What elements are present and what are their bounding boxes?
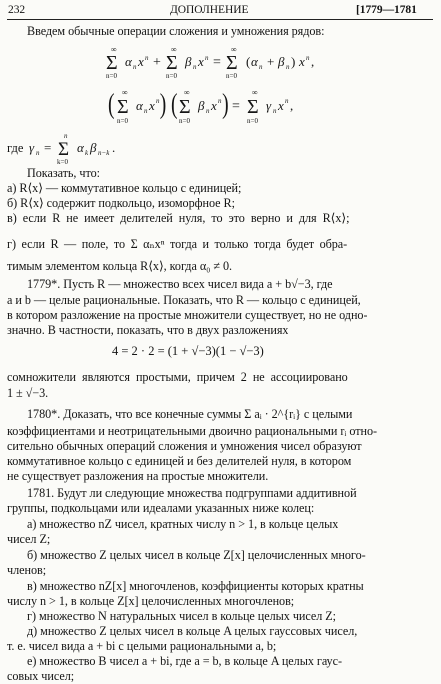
svg-text:k: k bbox=[85, 149, 89, 157]
svg-text:n: n bbox=[286, 63, 290, 71]
problem-1781-line1: 1781. Будут ли следующие множества подгруппами аддитивной bbox=[27, 486, 357, 500]
svg-text:(: ( bbox=[108, 88, 115, 120]
item-g-cont: тимым элементом кольца R⟨x⟩, когда α₀ ≠ 0. bbox=[7, 259, 233, 273]
formula-series-product-graphic bbox=[108, 86, 368, 128]
svg-text:x: x bbox=[278, 98, 284, 113]
svg-text:,: , bbox=[290, 98, 294, 113]
item-g: г) если R — поле, то Σ αₙxⁿ тогда и только тогда будет обра- bbox=[7, 237, 348, 251]
problem-1780-line2: коэффициентами и неотрицательными двоично рациональными rᵢ отно- bbox=[7, 424, 378, 438]
show-that: Показать, что: bbox=[27, 166, 101, 180]
formula-sum-addition bbox=[106, 44, 366, 80]
svg-text:β: β bbox=[185, 54, 192, 69]
svg-text:n: n bbox=[206, 107, 210, 115]
svg-text:∞: ∞ bbox=[171, 45, 177, 54]
svg-text:Σ: Σ bbox=[247, 96, 259, 118]
svg-text:k=0: k=0 bbox=[57, 158, 68, 166]
svg-text:n: n bbox=[193, 63, 197, 71]
svg-text:n: n bbox=[205, 54, 209, 62]
svg-text:n: n bbox=[145, 54, 149, 62]
svg-text:n: n bbox=[285, 97, 289, 105]
svg-text:(: ( bbox=[246, 54, 251, 69]
problem-1781-line2: группы, подкольцами или идеалами указанных ниже колец: bbox=[7, 501, 315, 515]
svg-text:.: . bbox=[112, 140, 116, 155]
svg-text:x: x bbox=[198, 54, 204, 69]
problem-1781-d-cont: т. е. чисел вида a + bi с целыми рациональными a, b; bbox=[7, 639, 277, 653]
problem-1781-d: д) множество Z целых чисел в кольце A целых гауссовых чисел, bbox=[27, 624, 358, 638]
svg-text:n=0: n=0 bbox=[117, 117, 128, 125]
problem-1779-line3: в котором разложение на простые множители существует, но не одно- bbox=[7, 308, 368, 322]
svg-text:+: + bbox=[153, 55, 161, 70]
svg-text:∞: ∞ bbox=[231, 45, 237, 54]
svg-text:(: ( bbox=[171, 88, 178, 120]
svg-text:): ) bbox=[159, 88, 167, 120]
problem-1780-line1: 1780*. Доказать, что все конечные суммы Σ aᵢ · 2^{rᵢ} с целыми bbox=[27, 407, 353, 421]
svg-text:∞: ∞ bbox=[184, 88, 190, 97]
problem-1781-e-cont: совых чисел; bbox=[7, 669, 75, 683]
item-v: в) если R не имеет делителей нуля, то это верно и для R⟨x⟩; bbox=[7, 211, 350, 225]
svg-text:β: β bbox=[198, 98, 205, 113]
problem-range: [1779—1781 bbox=[356, 4, 417, 16]
svg-text:γ: γ bbox=[29, 140, 35, 155]
problem-1781-b: б) множество Z целых чисел в кольце Z[x] целочисленных много- bbox=[27, 548, 366, 562]
svg-text:x: x bbox=[211, 98, 217, 113]
svg-text:Σ: Σ bbox=[106, 52, 118, 74]
problem-1779-line1: 1779*. Пусть R — множество всех чисел вида a + b√−3, где bbox=[27, 277, 333, 291]
problem-1781-a-cont: чисел Z; bbox=[7, 532, 51, 546]
svg-text:+: + bbox=[267, 54, 275, 69]
svg-text:Σ: Σ bbox=[226, 52, 238, 74]
intro-line: Введем обычные операции сложения и умножения рядов: bbox=[27, 24, 325, 38]
svg-text:n: n bbox=[259, 63, 263, 71]
svg-text:n: n bbox=[156, 97, 160, 105]
svg-text:Σ: Σ bbox=[58, 139, 70, 160]
problem-1779-line5: сомножители являются простыми, причем 2 не ассоциировано bbox=[7, 370, 348, 384]
svg-text:α: α bbox=[136, 98, 143, 113]
header-rule bbox=[7, 19, 433, 20]
svg-text:∞: ∞ bbox=[111, 45, 117, 54]
item-a: а) R⟨x⟩ — коммутативное кольцо с единицей; bbox=[7, 181, 242, 195]
svg-text:β: β bbox=[278, 54, 285, 69]
svg-text:n: n bbox=[64, 132, 68, 140]
formula-gamma-graphic bbox=[7, 131, 207, 167]
svg-text:,: , bbox=[311, 54, 315, 69]
svg-text:где: где bbox=[7, 141, 24, 155]
svg-text:n: n bbox=[133, 63, 137, 71]
problem-1780-line3: сительно обычных операций сложения и умножения чисел образуют bbox=[7, 439, 362, 453]
svg-text:x: x bbox=[149, 98, 155, 113]
problem-1780-line4: коммутативное кольцо с единицей и без делителей нуля, в котором bbox=[7, 454, 352, 468]
svg-text:n: n bbox=[306, 54, 310, 62]
problem-1780-line5: не существует разложения на простые множители. bbox=[7, 469, 269, 483]
svg-text:n=0: n=0 bbox=[247, 117, 258, 125]
problem-1781-e: е) множество B чисел a + bi, где a = b, в кольце A целых гаус- bbox=[27, 654, 342, 668]
formula-series-product bbox=[108, 86, 368, 128]
svg-text:=: = bbox=[232, 99, 240, 114]
problem-1779-line6: 1 ± √−3. bbox=[7, 386, 49, 400]
problem-1779-line2: a и b — целые рациональные. Показать, что R — кольцо с единицей, bbox=[7, 293, 361, 307]
problem-1781-v: в) множество nZ[x] многочленов, коэффициенты которых кратны bbox=[27, 579, 364, 593]
svg-text:α: α bbox=[125, 54, 132, 69]
svg-text:=: = bbox=[213, 55, 221, 70]
svg-text:n−k: n−k bbox=[98, 149, 110, 157]
formula-sum-addition-graphic bbox=[106, 44, 366, 80]
svg-text:Σ: Σ bbox=[179, 96, 191, 118]
svg-text:β: β bbox=[90, 140, 97, 155]
item-b: б) R⟨x⟩ содержит подкольцо, изоморфное R; bbox=[7, 196, 235, 210]
svg-text:n: n bbox=[273, 107, 277, 115]
running-title: ДОПОЛНЕНИЕ bbox=[170, 4, 249, 16]
svg-text:): ) bbox=[291, 54, 296, 69]
svg-text:n=0: n=0 bbox=[106, 72, 117, 80]
problem-1781-a: а) множество nZ чисел, кратных числу n > 1, в кольце целых bbox=[27, 517, 339, 531]
formula-gamma-definition bbox=[7, 131, 207, 167]
page-number: 232 bbox=[8, 4, 26, 16]
problem-1779-line4: значно. В частности, показать, что в двух разложениях bbox=[7, 323, 289, 337]
svg-text:α: α bbox=[77, 140, 84, 155]
svg-text:x: x bbox=[299, 54, 305, 69]
svg-text:=: = bbox=[44, 140, 52, 155]
svg-text:n=0: n=0 bbox=[166, 72, 177, 80]
svg-text:∞: ∞ bbox=[252, 88, 258, 97]
svg-text:Σ: Σ bbox=[117, 96, 129, 118]
svg-text:n: n bbox=[144, 107, 148, 115]
svg-text:∞: ∞ bbox=[122, 88, 128, 97]
formula-two-factorizations: 4 = 2 · 2 = (1 + √−3)(1 − √−3) bbox=[112, 344, 264, 358]
svg-text:n=0: n=0 bbox=[226, 72, 237, 80]
svg-text:n=0: n=0 bbox=[179, 117, 190, 125]
svg-text:α: α bbox=[251, 54, 258, 69]
svg-text:x: x bbox=[138, 54, 144, 69]
svg-text:): ) bbox=[222, 88, 229, 120]
svg-text:Σ: Σ bbox=[166, 52, 178, 74]
svg-text:n: n bbox=[36, 149, 40, 157]
svg-text:γ: γ bbox=[266, 98, 272, 113]
svg-text:n: n bbox=[218, 97, 222, 105]
problem-1781-g: г) множество N натуральных чисел в кольце целых чисел Z; bbox=[27, 609, 336, 623]
problem-1781-b-cont: членов; bbox=[7, 563, 47, 577]
problem-1781-v-cont: числу n > 1, в кольце Z[x] целочисленных многочленов; bbox=[7, 594, 295, 608]
